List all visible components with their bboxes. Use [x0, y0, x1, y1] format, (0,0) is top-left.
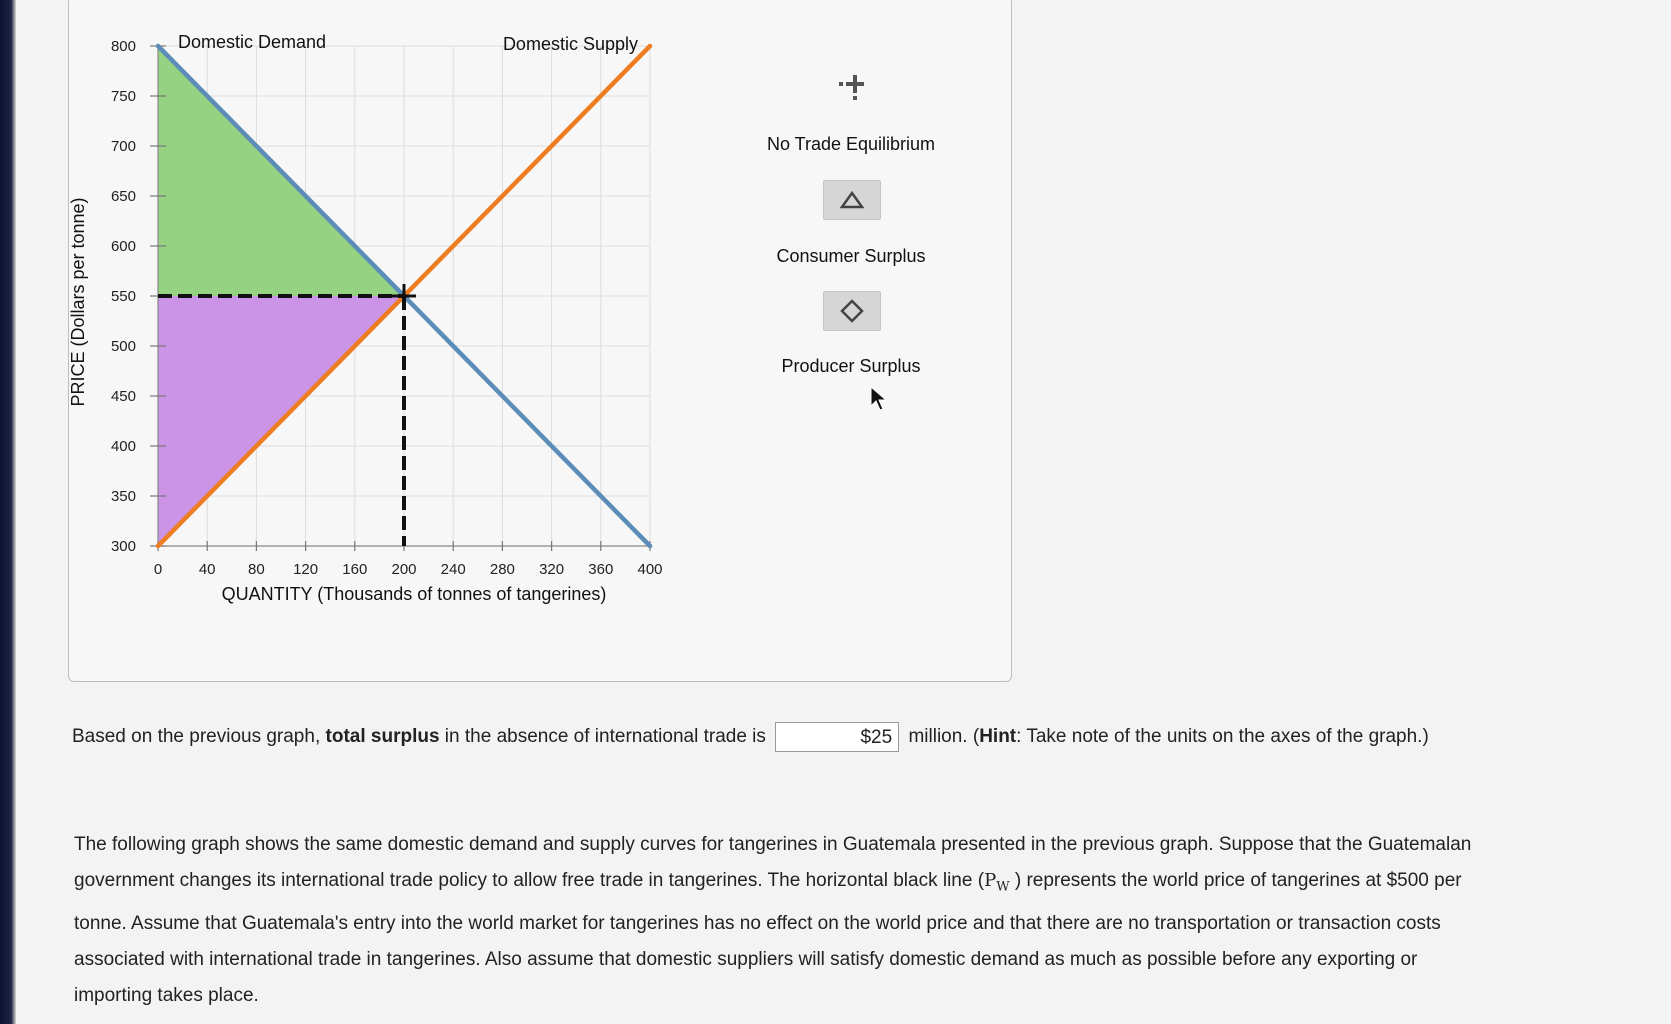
demand-curve-label: Domestic Demand [178, 32, 327, 52]
y-tick-label: 450 [110, 388, 136, 405]
y-tick-label: 500 [110, 338, 136, 355]
y-tick-label: 650 [110, 188, 136, 205]
question-after-2: : Take note of the units on the axes of the graph.) [1016, 726, 1429, 747]
x-tick-label: 80 [248, 561, 265, 578]
question-bold: total surplus [325, 726, 440, 747]
x-axis-title: QUANTITY (Thousands of tonnes of tangerines) [221, 584, 607, 604]
pw-main: P [984, 870, 997, 891]
question-after-1: million. ( [903, 726, 980, 747]
triangle-tool-button[interactable] [823, 180, 881, 220]
y-tick-label: 750 [110, 88, 136, 105]
triangle-icon [840, 190, 864, 210]
mouse-cursor-icon [870, 386, 888, 412]
instruction-paragraph [74, 827, 1494, 1014]
paragraph-part1: The following graph shows the same domestic demand and supply curves for tangerines in Guatemala presented in the previous graph. Suppose that the Guatemalan government changes its international trade policy to allow free trade in tangerines. The horizontal black line ( [74, 834, 1472, 891]
y-tick-label: 700 [110, 138, 136, 155]
question-middle: in the absence of international trade is [439, 726, 772, 747]
x-tick-label: 240 [440, 561, 466, 578]
y-tick-label: 300 [110, 538, 136, 555]
question-before: Based on the previous graph, [72, 726, 326, 747]
x-tick-label: 280 [489, 561, 515, 578]
world-price-symbol [984, 870, 1010, 895]
x-tick-label: 40 [198, 561, 216, 578]
y-tick-label: 400 [110, 438, 136, 455]
x-tick-label: 200 [391, 561, 417, 578]
x-tick-label: 320 [539, 561, 565, 578]
paragraph-part2: ) represents the world price of tangerines at $500 per tonne. Assume that Guatemala's entry into the world market for tangerines has no effect on the world price and that there are no transportation or transaction costs associated with international trade in tangerines. Also assume that domestic suppliers will satisfy domestic demand as much as possible before any exporting or importing takes place. [74, 870, 1462, 1006]
diamond-tool-button[interactable] [823, 291, 881, 331]
y-tick-label: 350 [110, 488, 136, 505]
y-axis-title: PRICE (Dollars per tonne) [68, 197, 88, 407]
total-surplus-input[interactable]: $25 [775, 722, 899, 752]
supply-curve-label: Domestic Supply [502, 34, 638, 54]
pw-sub: W [996, 879, 1010, 895]
legend-producer-label: Producer Surplus [781, 356, 921, 376]
y-tick-label: 550 [110, 288, 136, 305]
legend-consumer-label: Consumer Surplus [776, 246, 926, 266]
x-tick-label: 160 [342, 561, 368, 578]
x-tick-label: 360 [588, 561, 614, 578]
diamond-icon [840, 299, 864, 323]
y-tick-label: 800 [110, 38, 136, 55]
question-text [72, 718, 1492, 756]
x-tick-label: 0 [153, 561, 163, 578]
hint-label: Hint [979, 726, 1017, 747]
x-tick-label: 120 [293, 561, 319, 578]
x-tick-label: 400 [637, 561, 663, 578]
plus-tool-icon[interactable] [837, 72, 869, 108]
legend-no-trade-label: No Trade Equilibrium [766, 134, 936, 154]
y-tick-label: 600 [110, 238, 136, 255]
